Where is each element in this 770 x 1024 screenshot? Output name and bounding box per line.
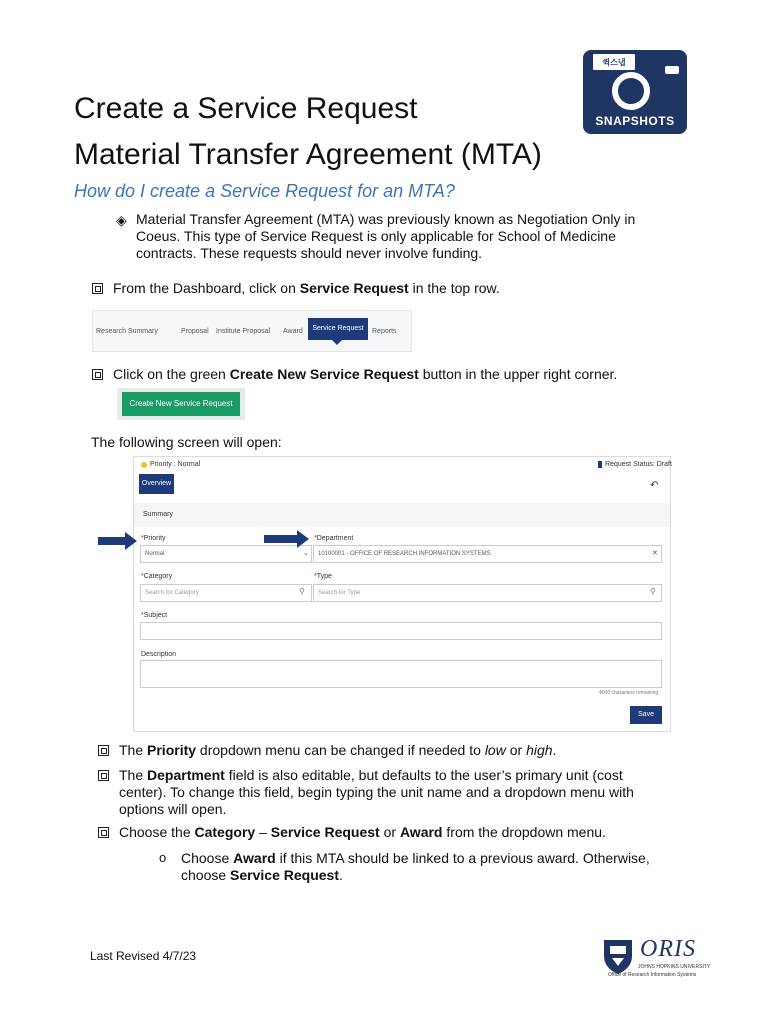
nav-item[interactable]: Proposal [181, 328, 209, 335]
category-placeholder: Search for Category [145, 590, 199, 596]
bullet-priority: The Priority dropdown menu can be changed if needed to low or high. [119, 742, 557, 758]
search-icon: ⚲ [299, 587, 305, 596]
page-title-sub: Material Transfer Agreement (MTA) [74, 138, 542, 171]
checkbox-icon [92, 369, 103, 380]
arrow-head-icon [297, 530, 309, 548]
description-label: Description [141, 651, 177, 658]
sub-bullet-icon: o [159, 850, 167, 865]
step-2: Click on the green Create New Service Request button in the upper right corner. [113, 366, 618, 382]
oris-name: ORIS [640, 936, 696, 962]
department-label: Department [316, 535, 354, 542]
following-text: The following screen will open: [91, 434, 282, 450]
nav-item[interactable]: Reports [372, 328, 397, 335]
priority-select[interactable] [140, 545, 312, 563]
oris-line2: Office of Research Information Systems [608, 972, 697, 978]
bullet-department: The Department field is also editable, but defaults to the user’s primary unit (cost center). To change this field, begin typing the unit name and a dropdown menu with options will open. [119, 767, 634, 817]
nav-item[interactable]: Award [283, 328, 303, 335]
type-label: Type [316, 573, 332, 580]
step-1: From the Dashboard, click on Service Request in the top row. [113, 280, 500, 296]
subject-input[interactable] [140, 622, 662, 640]
checkbox-icon [98, 745, 109, 756]
request-status: Request Status: Draft [605, 461, 672, 468]
oris-logo [602, 936, 711, 980]
logo-badge: 퀵스냅 [591, 52, 637, 72]
checkbox-icon [98, 827, 109, 838]
section-heading: How do I create a Service Request for an MTA? [74, 181, 455, 201]
diamond-bullet-icon: ◈ [116, 212, 127, 228]
summary-heading: Summary [143, 511, 173, 518]
active-caret-icon [332, 340, 342, 345]
priority-header: Priority : Normal [150, 461, 201, 468]
arrow-icon [264, 535, 298, 543]
nav-item-service-request[interactable]: Service Request [308, 318, 368, 340]
nav-item[interactable]: Institute Proposal [216, 328, 271, 335]
oris-line1: JOHNS HOPKINS UNIVERSITY [638, 964, 711, 970]
logo-label: SNAPSHOTS [595, 114, 675, 128]
tab-overview[interactable]: Overview [139, 474, 174, 494]
page-title: Create a Service Request [74, 92, 418, 125]
description-textarea[interactable] [140, 660, 662, 688]
camera-flash-icon [665, 66, 679, 74]
search-icon: ⚲ [650, 587, 656, 596]
save-button[interactable]: Save [630, 706, 662, 724]
nav-item[interactable]: Research Summary [96, 328, 158, 335]
bullet-category: Choose the Category – Service Request or Award from the dropdown menu. [119, 824, 606, 840]
checkbox-icon [98, 770, 109, 781]
camera-lens-icon [612, 72, 650, 110]
priority-value: Normal [145, 551, 165, 557]
clear-icon[interactable]: ✕ [652, 550, 658, 557]
create-service-request-button[interactable]: Create New Service Request [122, 392, 240, 416]
back-icon[interactable]: ↶ [650, 480, 659, 491]
type-input[interactable] [313, 584, 662, 602]
checkbox-icon [92, 283, 103, 294]
chevron-down-icon: ⌄ [303, 550, 309, 557]
type-placeholder: Search for Type [318, 590, 361, 596]
summary-bar [134, 503, 670, 527]
category-label: Category [143, 573, 173, 580]
arrow-icon [98, 537, 126, 545]
chars-remaining: 4000 characters remaining [599, 690, 659, 696]
subject-label: Subject [143, 612, 168, 619]
sub-bullet-award: Choose Award if this MTA should be linked to a previous award. Otherwise, choose Service Request. [181, 850, 650, 883]
intro-text: Material Transfer Agreement (MTA) was previously known as Negotiation Only in Coeus. This type of Service Request is only applicable for School of Medicine contracts. These requests should never involve funding. [136, 211, 636, 261]
arrow-head-icon [125, 532, 137, 550]
priority-label: Priority [143, 535, 166, 542]
department-value: 10100001 - OFFICE OF RESEARCH INFORMATION SYSTEMS [318, 551, 491, 557]
last-revised: Last Revised 4/7/23 [90, 949, 197, 963]
bookmark-icon [598, 461, 602, 468]
priority-dot-icon [141, 462, 147, 468]
